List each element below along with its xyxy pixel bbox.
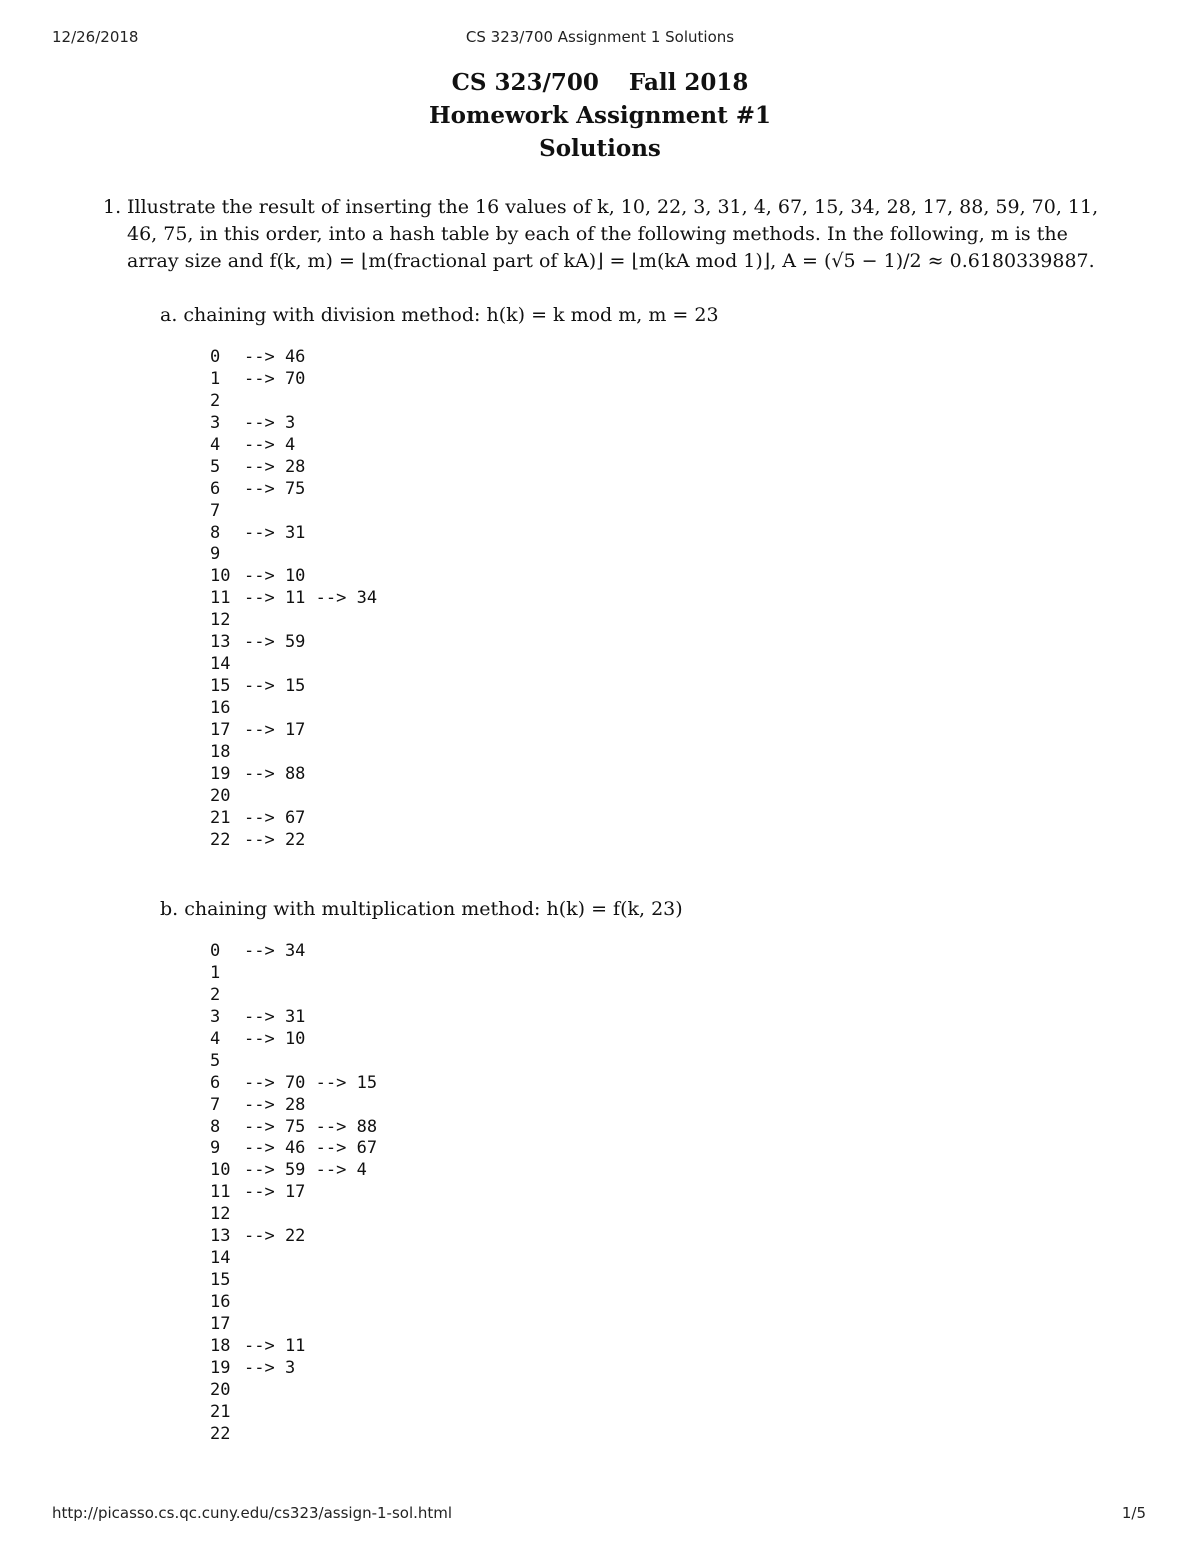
slot-index: 14: [210, 1248, 231, 1269]
slot-chain: --> 22: [244, 1226, 306, 1247]
table-row: [210, 1117, 377, 1139]
slot-chain: --> 59 --> 4: [244, 1160, 367, 1181]
slot-chain: --> 46: [244, 347, 306, 367]
slot-index: 21: [210, 807, 231, 828]
print-doc-title: CS 323/700 Assignment 1 Solutions: [465, 28, 735, 46]
slot-chain: --> 11: [244, 1335, 306, 1356]
table-row: [210, 479, 377, 501]
slot-index: 7: [210, 500, 221, 521]
slot-index: 20: [210, 1379, 231, 1400]
slot-index: 12: [210, 610, 231, 631]
slot-index: 17: [210, 1313, 231, 1334]
table-row: [210, 501, 377, 523]
table-row: [210, 1007, 377, 1029]
table-row: [210, 523, 377, 545]
slot-chain: --> 70: [244, 368, 306, 389]
slot-chain: --> 4: [244, 434, 296, 455]
slot-index: 16: [210, 698, 231, 718]
solutions-title: Solutions: [539, 135, 661, 162]
table-row: [210, 985, 377, 1007]
table-row: [210, 1051, 377, 1073]
slot-chain: --> 10: [244, 1028, 306, 1049]
slot-chain: --> 70 --> 15: [244, 1072, 378, 1093]
table-row: [210, 566, 377, 588]
assignment-title: Homework Assignment #1: [428, 102, 772, 129]
slot-chain: --> 17: [244, 719, 306, 740]
slot-index: 0: [210, 941, 221, 961]
slot-index: 13: [210, 1226, 231, 1247]
table-row: [210, 1073, 377, 1095]
slot-chain: --> 46 --> 67: [244, 1138, 378, 1159]
slot-chain: --> 59: [244, 632, 306, 653]
slot-index: 6: [210, 478, 221, 499]
table-row: [210, 742, 377, 764]
print-header: [0, 28, 1200, 52]
slot-chain: --> 88: [244, 763, 306, 784]
slot-index: 19: [210, 1357, 231, 1378]
problem-1: [103, 194, 1123, 275]
slot-index: 5: [210, 456, 221, 477]
slot-chain: --> 34: [244, 941, 306, 961]
slot-index: 15: [210, 1270, 231, 1291]
slot-chain: --> 31: [244, 522, 306, 543]
hash-table-division: [210, 347, 377, 852]
slot-index: 11: [210, 588, 231, 609]
page-url: http://picasso.cs.qc.cuny.edu/cs323/assign-1-sol.html: [52, 1504, 453, 1522]
table-row: [210, 1270, 377, 1292]
part-a-label: a. chaining with division method: h(k) = k mod m, m = 23: [160, 304, 719, 326]
slot-chain: --> 75 --> 88: [244, 1116, 378, 1137]
table-row: [210, 413, 377, 435]
slot-index: 12: [210, 1204, 231, 1225]
slot-chain: --> 3: [244, 1357, 296, 1378]
hash-table-multiplication: [210, 941, 377, 1446]
slot-chain: --> 11 --> 34: [244, 588, 378, 609]
table-row: [210, 544, 377, 566]
table-row: [210, 1248, 377, 1270]
table-row: [210, 941, 377, 963]
slot-index: 1: [210, 962, 221, 983]
slot-index: 9: [210, 544, 221, 565]
course-name: CS 323/700: [451, 69, 599, 96]
table-row: [210, 1358, 377, 1380]
page-number: 1/5: [1121, 1504, 1146, 1522]
slot-chain: --> 22: [244, 829, 306, 850]
table-row: [210, 720, 377, 742]
slot-index: 2: [210, 984, 221, 1005]
table-row: [210, 369, 377, 391]
slot-chain: --> 75: [244, 478, 306, 499]
slot-index: 14: [210, 654, 231, 675]
slot-chain: --> 67: [244, 807, 306, 828]
table-row: [210, 764, 377, 786]
slot-chain: --> 17: [244, 1182, 306, 1203]
table-row: [210, 1402, 377, 1424]
table-row: [210, 1160, 377, 1182]
table-row: [210, 1204, 377, 1226]
slot-index: 2: [210, 390, 221, 411]
table-row: [210, 698, 377, 720]
table-row: [210, 610, 377, 632]
slot-chain: --> 10: [244, 566, 306, 587]
print-date: 12/26/2018: [52, 28, 139, 46]
table-row: [210, 632, 377, 654]
table-row: [210, 1138, 377, 1160]
table-row: [210, 1182, 377, 1204]
slot-index: 3: [210, 412, 221, 433]
table-row: [210, 1336, 377, 1358]
print-footer: [0, 1504, 1200, 1528]
slot-index: 16: [210, 1292, 231, 1312]
table-row: [210, 1380, 377, 1402]
slot-chain: --> 28: [244, 456, 306, 477]
table-row: [210, 786, 377, 808]
slot-index: 22: [210, 1423, 231, 1444]
slot-index: 17: [210, 719, 231, 740]
slot-index: 0: [210, 347, 221, 367]
problem-text: Illustrate the result of inserting the 16 values of k, 10, 22, 3, 31, 4, 67, 15, 34, 28, 17, 88, 59, 70, 11, 46, 75, in this order, into a hash table by each of the following methods. In the following, m is the array size and f(k, m) = ⌊m(fractional part of kA)⌋ = ⌊m(kA mod 1)⌋, A = (√5 − 1)/2 ≈ 0.6180339887.: [127, 196, 1099, 272]
table-row: [210, 1029, 377, 1051]
table-row: [210, 830, 377, 852]
slot-index: 15: [210, 676, 231, 697]
table-row: [210, 588, 377, 610]
course-term: Fall 2018: [628, 69, 749, 96]
table-row: [210, 654, 377, 676]
table-row: [210, 1314, 377, 1336]
slot-index: 11: [210, 1182, 231, 1203]
slot-index: 13: [210, 632, 231, 653]
slot-index: 7: [210, 1094, 221, 1115]
table-row: [210, 1226, 377, 1248]
table-row: [210, 1292, 377, 1314]
part-b-label: b. chaining with multiplication method: h(k) = f(k, 23): [160, 898, 683, 920]
slot-index: 8: [210, 522, 221, 543]
table-row: [210, 676, 377, 698]
slot-index: 1: [210, 368, 221, 389]
slot-index: 8: [210, 1116, 221, 1137]
table-row: [210, 347, 377, 369]
slot-index: 19: [210, 763, 231, 784]
table-row: [210, 391, 377, 413]
slot-index: 9: [210, 1138, 221, 1159]
slot-index: 5: [210, 1050, 221, 1071]
slot-chain: --> 31: [244, 1006, 306, 1027]
slot-index: 18: [210, 1335, 231, 1356]
table-row: [210, 808, 377, 830]
table-row: [210, 435, 377, 457]
slot-index: 6: [210, 1072, 221, 1093]
slot-index: 21: [210, 1401, 231, 1422]
slot-chain: --> 15: [244, 676, 306, 697]
slot-index: 22: [210, 829, 231, 850]
slot-chain: --> 28: [244, 1094, 306, 1115]
slot-index: 10: [210, 566, 231, 587]
slot-index: 4: [210, 434, 221, 455]
problem-number: 1.: [103, 196, 122, 218]
slot-index: 10: [210, 1160, 231, 1181]
slot-index: 18: [210, 741, 231, 762]
slot-index: 20: [210, 785, 231, 806]
course-title-line: [0, 66, 1200, 99]
slot-index: 3: [210, 1006, 221, 1027]
table-row: [210, 1424, 377, 1446]
slot-index: 4: [210, 1028, 221, 1049]
table-row: [210, 963, 377, 985]
table-row: [210, 1095, 377, 1117]
table-row: [210, 457, 377, 479]
slot-chain: --> 3: [244, 412, 296, 433]
title-block: [0, 66, 1200, 165]
